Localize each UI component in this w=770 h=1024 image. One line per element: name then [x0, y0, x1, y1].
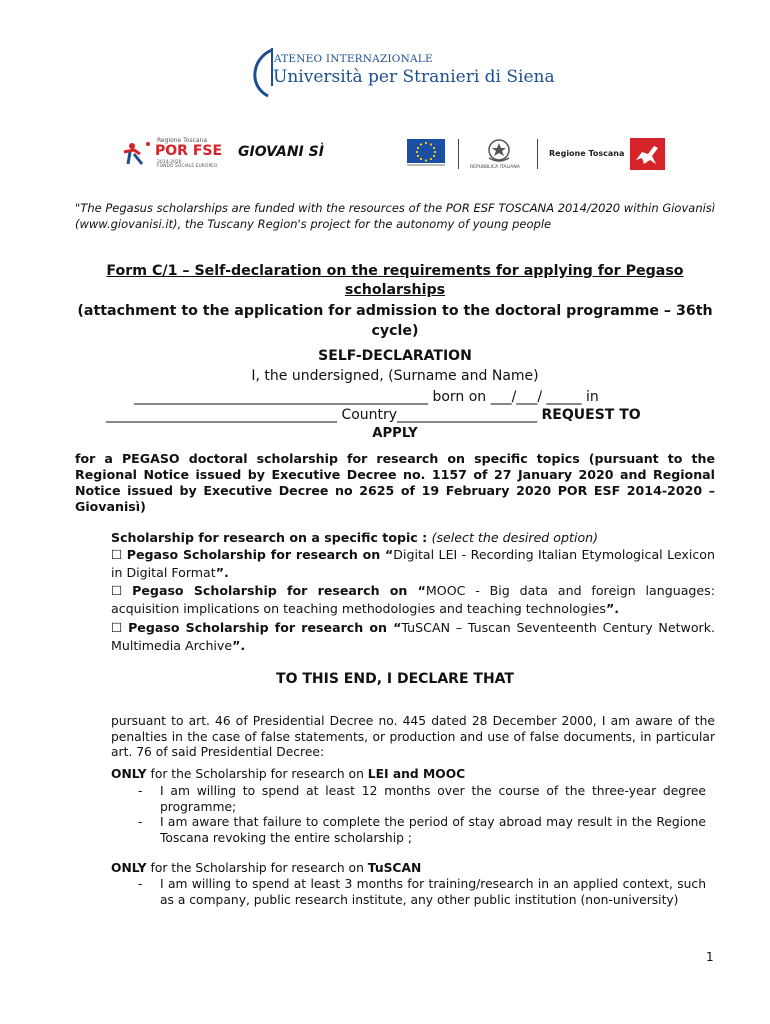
- only-label: ONLY: [111, 767, 147, 781]
- list-item-text: I am aware that failure to complete the period of stay abroad may result in the Regione Toscana revoking the entire scholarship ;: [160, 815, 706, 845]
- regione-small-label: Regione Toscana: [157, 137, 208, 144]
- option-tuscan[interactable]: [111, 619, 715, 655]
- pursuant-paragraph: pursuant to art. 46 of Presidential Decree no. 445 dated 28 December 2000, I am aware of the penalties in the case of false statements, or production and use of false documents, in particular art. 76 of said Presidential Decree:: [111, 714, 715, 760]
- pegaso-scholarship-paragraph: for a PEGASO doctoral scholarship for research on specific topics (pursuant to the Regional Notice issued by Executive Decree no. 1157 of 27 January 2020 and Regional Notice issued by Executive Decree no 2625 of 19 February 2020 POR ESF 2014-2020 – Giovanisì): [75, 451, 715, 514]
- option-tuscan-prefix: Pegaso Scholarship for research on “: [128, 620, 402, 635]
- option-lei-prefix: Pegaso Scholarship for research on “: [126, 547, 394, 562]
- option-mooc-suffix: ”.: [606, 601, 620, 616]
- por-fse-years: 2014-2020: [157, 160, 182, 165]
- eu-flag-icon: [407, 139, 445, 168]
- checkbox-mooc[interactable]: ☐: [111, 583, 123, 598]
- only-lei-mooc-text: for the Scholarship for research on: [146, 767, 368, 781]
- apply-label: APPLY: [372, 426, 418, 441]
- logo-divider: [537, 139, 538, 169]
- list-item: [138, 815, 706, 846]
- logo-divider: [458, 139, 459, 169]
- tuscany-pegasus-icon: [630, 138, 665, 170]
- topic-select-hint: (select the desired option): [431, 530, 599, 545]
- self-declaration-heading: SELF-DECLARATION: [318, 348, 472, 364]
- option-mooc[interactable]: [111, 582, 715, 618]
- undersigned-label: I, the undersigned, (Surname and Name): [251, 368, 539, 384]
- list-dash: -: [138, 784, 143, 798]
- form-title: Form C/1 – Self-declaration on the requirements for applying for Pegaso scholarships: [106, 263, 684, 298]
- list-dash: -: [138, 815, 143, 829]
- por-fse-subtitle: FONDO SOCIALE EUROPEO: [157, 164, 218, 169]
- option-tuscan-suffix: ”.: [232, 638, 246, 653]
- option-tuscan-topic: TuSCAN – Tuscan Seventeenth Century Network. Multimedia Archive: [111, 620, 715, 653]
- form-subtitle: (attachment to the application for admission to the doctoral programme – 36th cycle): [77, 303, 713, 339]
- university-name: Università per Stranieri di Siena: [273, 67, 555, 87]
- funding-note: "The Pegasus scholarships are funded with the resources of the POR ESF TOSCANA 2014/2020 within Giovanisì (www.giovanisi.it), the Tuscany Region's project for the autonomy of young people: [75, 201, 715, 231]
- university-subtitle: ATENEO INTERNAZIONALE: [274, 53, 433, 65]
- declare-heading: TO THIS END, I DECLARE THAT: [276, 671, 514, 687]
- only-lei-mooc-heading: [111, 767, 465, 781]
- country-line-text: _________________________________ Country____________________: [106, 407, 542, 423]
- italian-republic-label: REPUBBLICA ITALIANA: [470, 165, 520, 170]
- only-tuscan-text: for the Scholarship for research on: [146, 861, 368, 875]
- topic-select-text: Scholarship for research on a specific topic :: [111, 530, 432, 545]
- option-lei[interactable]: [111, 546, 715, 582]
- por-fse-logo-text: POR FSE: [155, 143, 223, 159]
- request-to-label: REQUEST TO: [541, 407, 641, 423]
- only-tuscan-bold: TuSCAN: [367, 861, 422, 875]
- list-item: [138, 877, 706, 908]
- checkbox-tuscan[interactable]: ☐: [111, 620, 123, 635]
- name-birth-fill-line: __________________________________________ born on ___/___/ _____ in: [134, 389, 599, 405]
- regione-toscana-label: Regione Toscana: [549, 149, 625, 158]
- option-lei-suffix: ”.: [215, 565, 229, 580]
- italian-emblem-icon: [484, 138, 514, 164]
- option-mooc-prefix: Pegaso Scholarship for research on “: [132, 583, 426, 598]
- only-lei-mooc-bold: LEI and MOOC: [367, 767, 466, 781]
- page-number: 1: [706, 950, 714, 964]
- option-lei-topic: Digital LEI - Recording Italian Etymological Lexicon in Digital Format: [111, 547, 715, 580]
- checkbox-lei[interactable]: ☐: [111, 547, 123, 562]
- only-tuscan-heading: [111, 861, 421, 875]
- giovanisi-logo-text: GIOVANI SÌ: [238, 144, 324, 160]
- country-fill-line: [106, 407, 641, 423]
- list-dash: -: [138, 877, 143, 891]
- list-item-text: I am willing to spend at least 3 months for training/research in an applied context, such as a company, public research institute, any other public institution (non-university): [160, 877, 706, 907]
- only-label: ONLY: [111, 861, 147, 875]
- option-mooc-topic: MOOC - Big data and foreign languages: acquisition implications on teaching methodologies and teaching technologies: [111, 583, 715, 616]
- topic-select-label: [111, 529, 715, 547]
- list-item: [138, 784, 706, 815]
- list-item-text: I am willing to spend at least 12 months over the course of the three-year degree programme;: [160, 784, 706, 814]
- por-fse-emblem-icon: [120, 138, 156, 168]
